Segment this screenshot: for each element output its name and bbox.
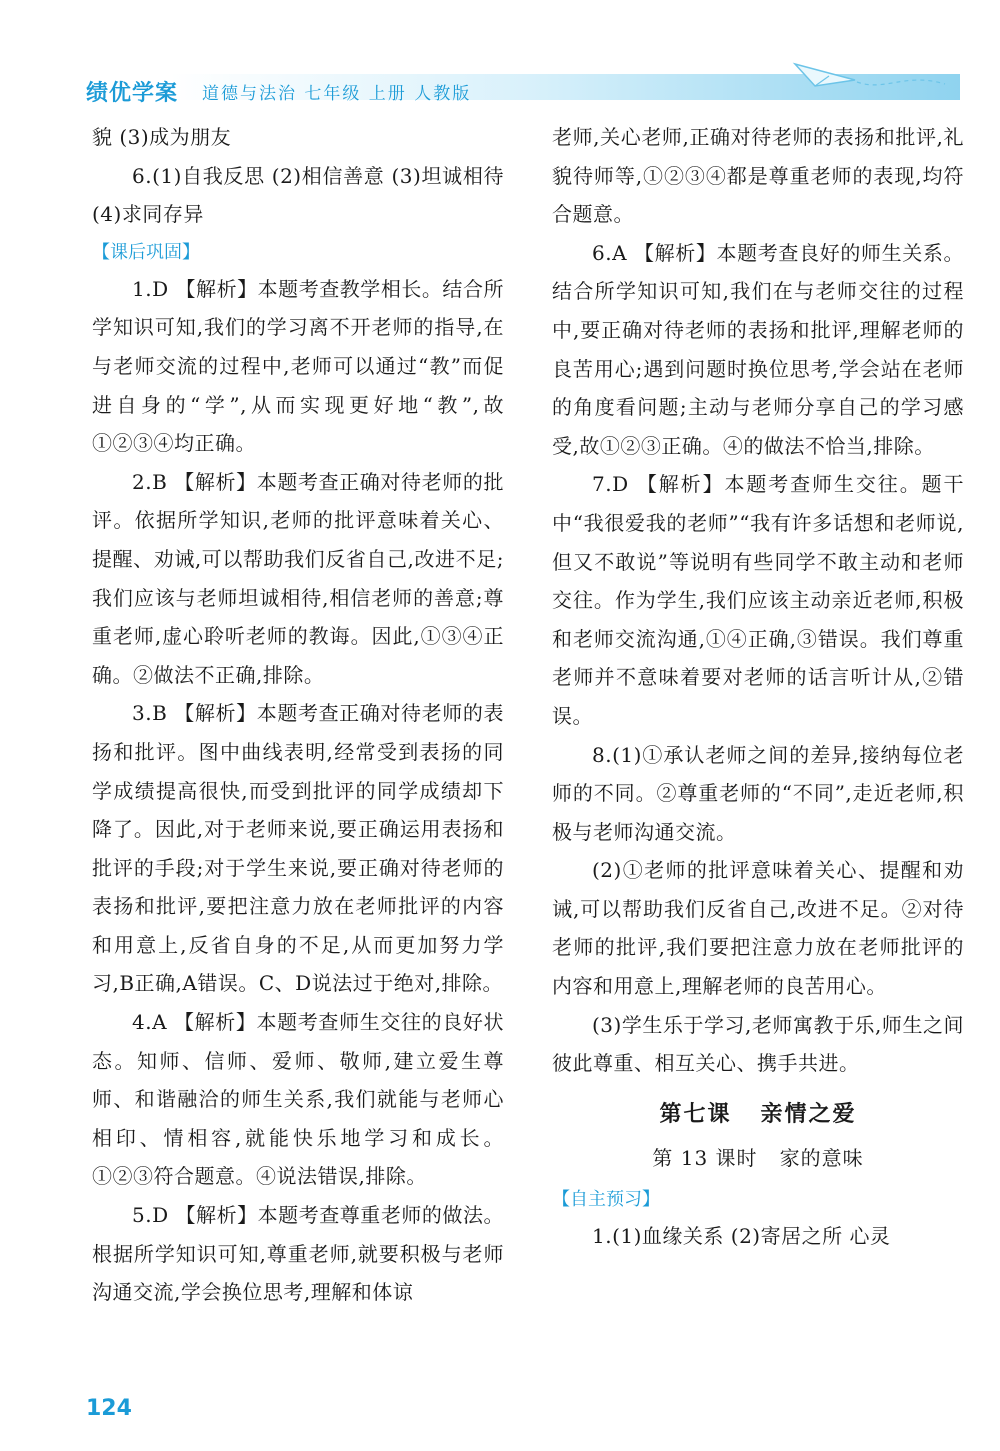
answer-q8-part2: (2)①老师的批评意味着关心、提醒和劝诫,可以帮助我们反省自己,改进不足。②对待老师的批评,我们要把注意力放在老师批评的内容和用意上,理解老师的良苦用心。 — [552, 858, 964, 999]
answer-q2: 2.B 【解析】本题考查正确对待老师的批评。依据所学知识,老师的批评意味着关心、提醒、劝诫,可以帮助我们反省自己,改进不足;我们应该与老师坦诚相待,相信老师的善意;尊重老师,虚心聆听老师的教诲。因此,①③④正确。②做法不正确,排除。 — [92, 469, 504, 687]
answer-q5-continued: 老师,关心老师,正确对待老师的表扬和批评,礼貌待师等,①②③④都是尊重老师的表现,均符合题意。 — [552, 125, 964, 227]
page-number: 124 — [86, 1396, 132, 1421]
answer-text: 貌 (3)成为朋友 — [92, 125, 232, 149]
period-title: 第 13 课时 家的意味 — [652, 1145, 864, 1170]
answer-q3: 3.B 【解析】本题考查正确对待老师的表扬和批评。图中曲线表明,经常受到表扬的同学成绩提高很快,而受到批评的同学成绩却下降了。因此,对于老师来说,要正确运用表扬和批评的手段;对于学生来说,要正确对待老师的表扬和批评,要把注意力放在老师批评的内容和用意上,反省自身的不足,从而更加努力学习,B正确,A错误。C、D说法过于绝对,排除。 — [92, 701, 504, 996]
answer-q6: 6.A 【解析】本题考查良好的师生关系。结合所学知识可知,我们在与老师交往的过程中,要正确对待老师的表扬和批评,理解老师的良苦用心;遇到问题时换位思考,学会站在老师的角度看问题;主动与老师分享自己的学习感受,故①②③正确。④的做法不恰当,排除。 — [552, 240, 964, 458]
page-header — [0, 0, 1000, 110]
answer-q5: 5.D 【解析】本题考查尊重老师的做法。根据所学知识可知,尊重老师,就要积极与老师沟通交流,学会换位思考,理解和体谅 — [92, 1203, 504, 1305]
answer-q8-part1: 8.(1)①承认老师之间的差异,接纳每位老师的不同。②尊重老师的“不同”,走近老师,积极与老师沟通交流。 — [552, 742, 964, 844]
preview-answer-1: 1.(1)血缘关系 (2)寄居之所 心灵 — [592, 1223, 891, 1248]
section-tag-consolidation: 【课后巩固】 — [92, 241, 200, 263]
right-column — [552, 118, 964, 1255]
brand-logo: 绩优学案 — [86, 81, 179, 106]
answer-q1: 1.D 【解析】本题考查教学相长。结合所学知识可知,我们的学习离不开老师的指导,在与老师交流的过程中,老师可以通过“教”而促进自身的“学”,从而实现更好地“教”,故①②③④均正确。 — [92, 276, 504, 456]
lesson-title: 第七课 亲情之爱 — [659, 1100, 857, 1127]
answer-q4: 4.A 【解析】本题考查师生交往的良好状态。知师、信师、爱师、敬师,建立爱生尊师、和谐融洽的师生关系,我们就能与老师心相印、情相容,就能快乐地学习和成长。①②③符合题意。④说法错误,排除。 — [92, 1010, 504, 1189]
subject-title: 道德与法治 七年级 上册 人教版 — [202, 84, 472, 104]
answer-q8-part3: (3)学生乐于学习,老师寓教于乐,师生之间彼此尊重、相互关心、携手共进。 — [552, 1012, 964, 1076]
paper-plane-icon — [785, 52, 955, 102]
left-column — [92, 118, 504, 1312]
answer-q7: 7.D 【解析】本题考查师生交往。题干中“我很爱我的老师”“我有许多话想和老师说,但又不敢说”等说明有些同学不敢主动和老师交往。作为学生,我们应该主动亲近老师,积极和老师交流沟通,①④正确,③错误。我们尊重老师并不意味着要对老师的话言听计从,②错误。 — [552, 472, 964, 728]
answer-text: 6.(1)自我反思 (2)相信善意 (3)坦诚相待 (4)求同存异 — [92, 163, 504, 227]
section-tag-preview: 【自主预习】 — [552, 1188, 660, 1210]
